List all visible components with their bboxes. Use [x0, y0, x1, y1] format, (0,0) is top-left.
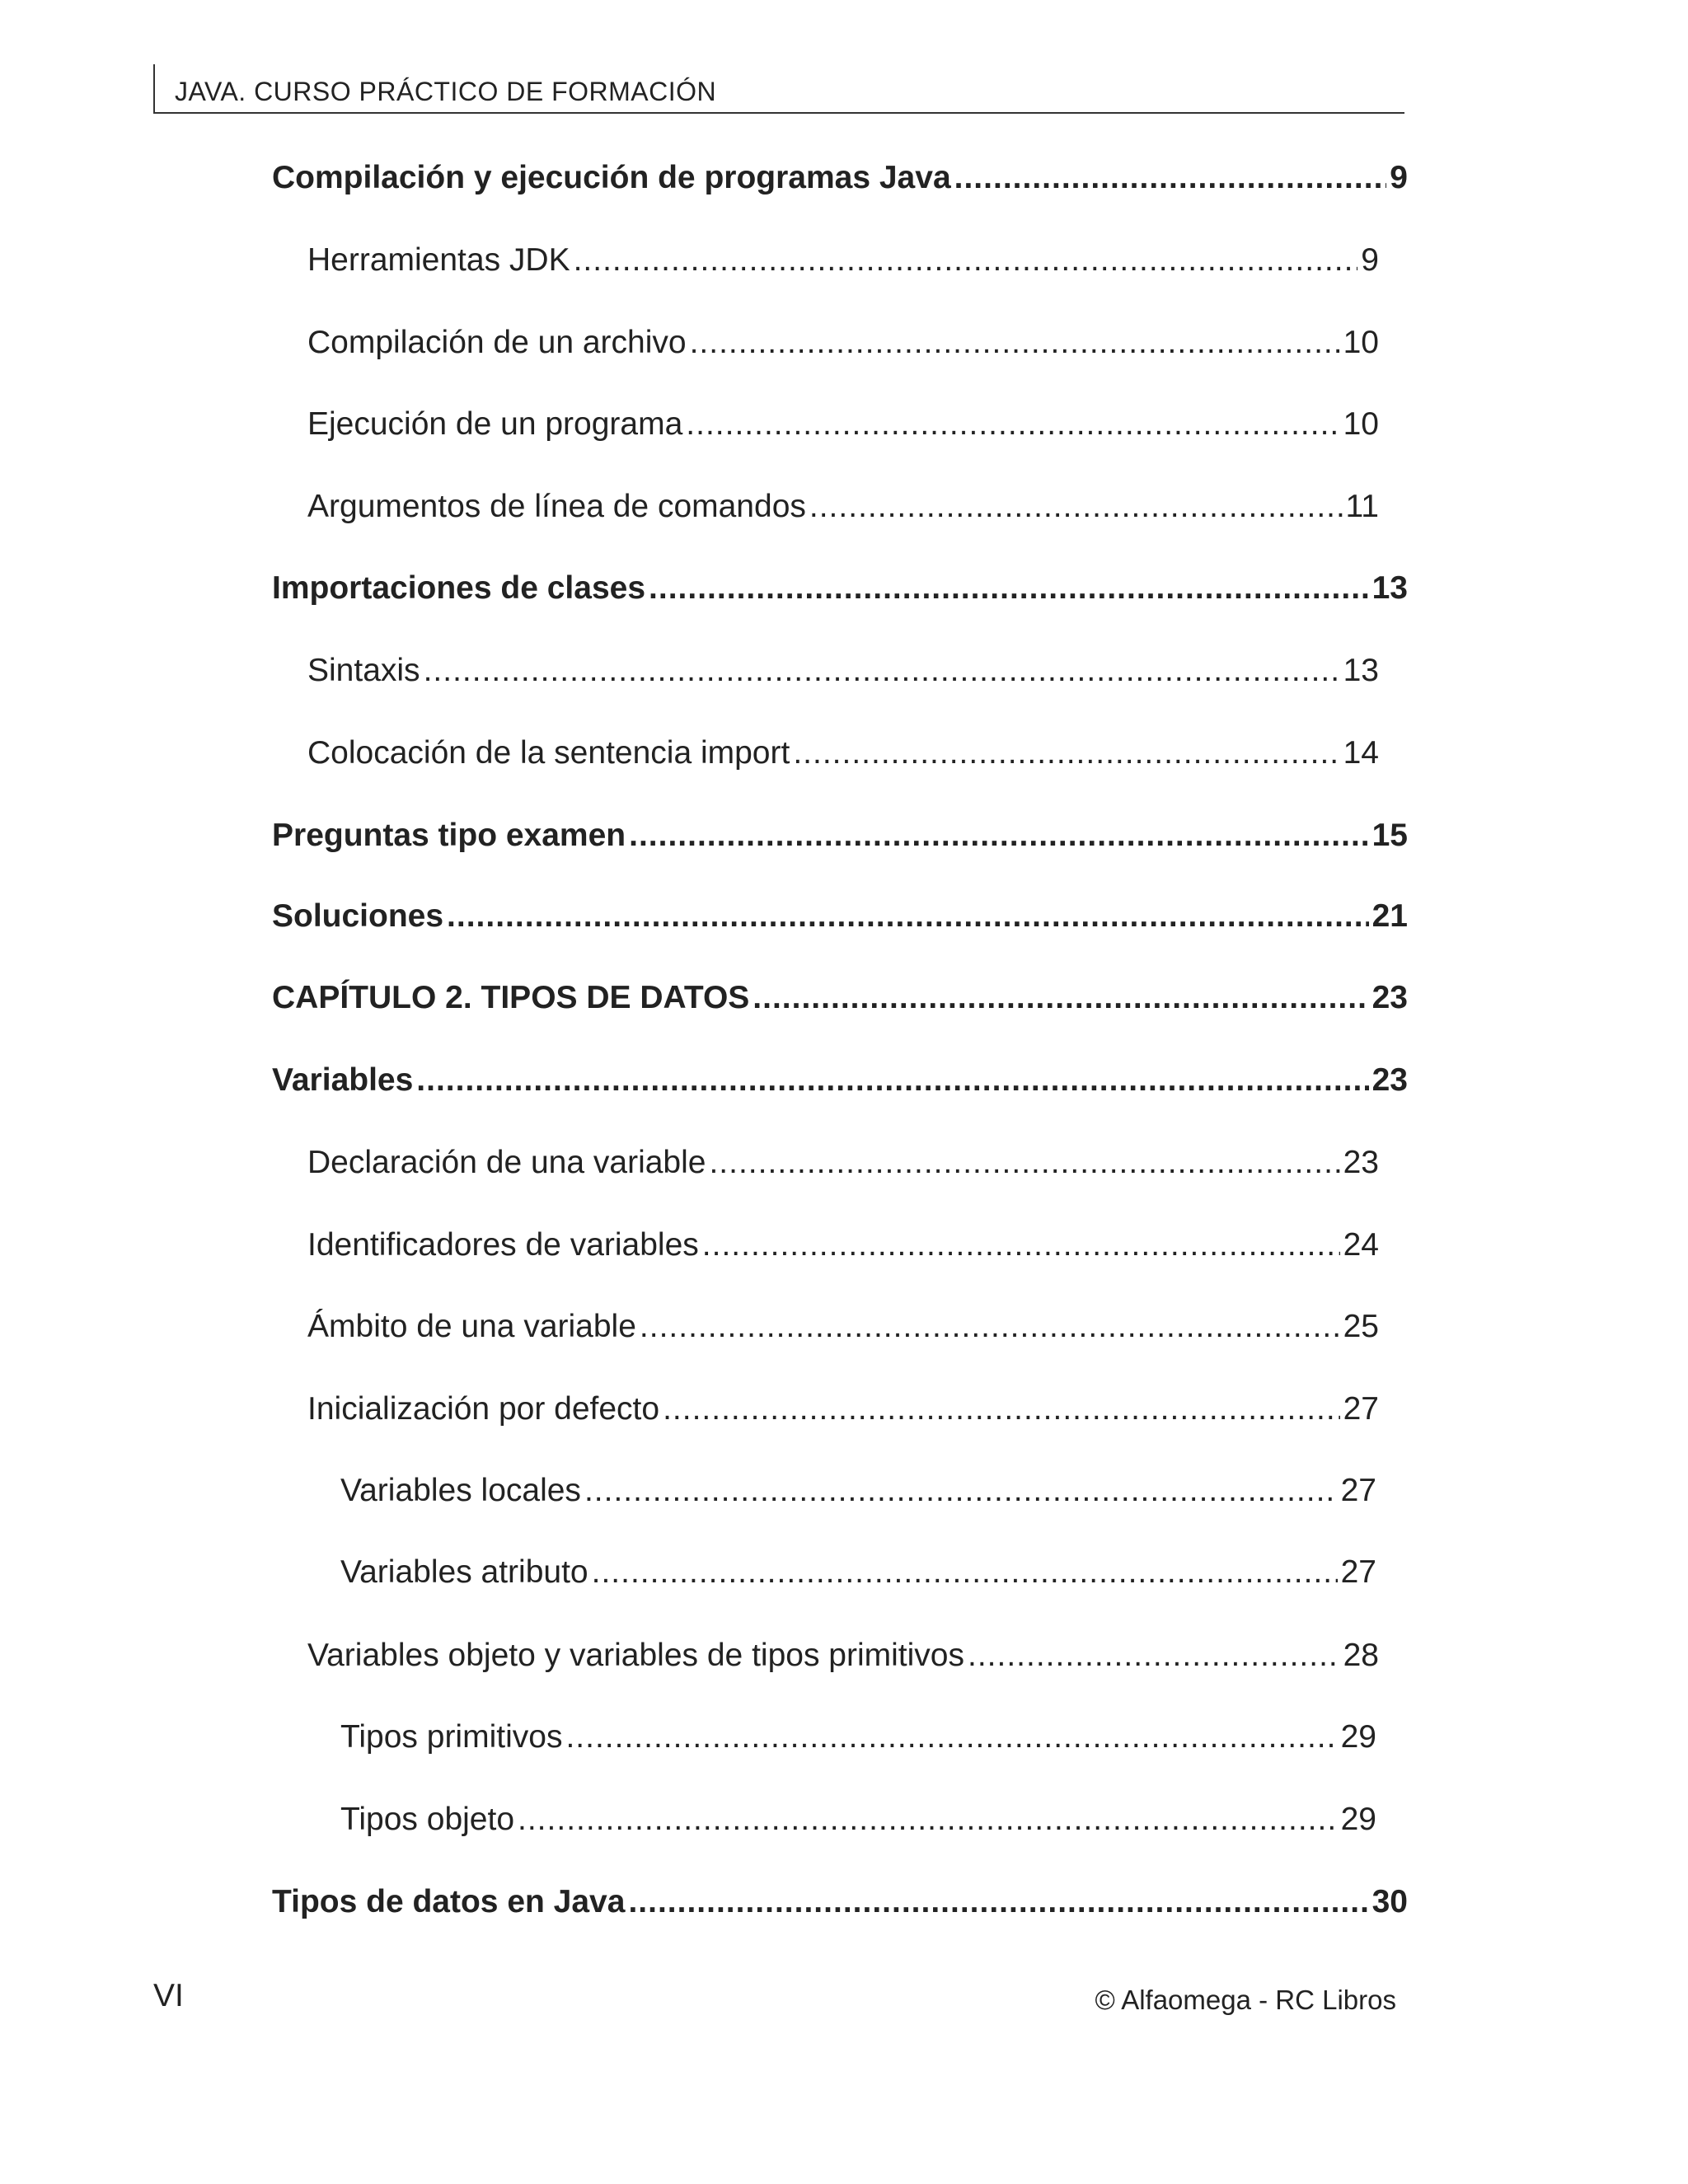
running-header [153, 64, 1404, 114]
toc-entry-page: 23 [1343, 1145, 1379, 1180]
page-number: VI [153, 1978, 184, 2013]
toc-entry[interactable] [307, 401, 1379, 448]
toc-entry-title: Inicialización por defecto [307, 1391, 660, 1427]
dot-leader [584, 1468, 1338, 1514]
toc-entry[interactable] [340, 1468, 1376, 1514]
toc-entry[interactable] [272, 565, 1408, 612]
toc-entry-title: Variables objeto y variables de tipos primitivos [307, 1638, 964, 1673]
toc-entry-page: 29 [1340, 1802, 1376, 1837]
toc-entry-title: Tipos de datos en Java [272, 1884, 626, 1919]
dot-leader [592, 1549, 1338, 1596]
toc-entry-title: Sintaxis [307, 653, 420, 688]
dot-leader [640, 1304, 1340, 1350]
dot-leader [518, 1797, 1338, 1843]
toc-entry-page: 24 [1343, 1227, 1379, 1263]
dot-leader [629, 813, 1368, 859]
toc-entry-title: Variables atributo [340, 1554, 588, 1590]
toc-entry-page: 9 [1361, 242, 1379, 278]
dot-leader [753, 975, 1368, 1021]
toc-entry-title: Argumentos de línea de comandos [307, 489, 806, 524]
toc-entry-title: Ámbito de una variable [307, 1309, 636, 1344]
toc-entry-page: 28 [1343, 1638, 1379, 1673]
toc-entry-title: CAPÍTULO 2. TIPOS DE DATOS [272, 980, 750, 1015]
toc-entry-page: 15 [1372, 818, 1408, 853]
toc-entry-title: Importaciones de clases [272, 570, 646, 606]
toc-entry-title: Preguntas tipo examen [272, 818, 626, 853]
toc-entry-title: Herramientas JDK [307, 242, 570, 278]
toc-entry[interactable] [307, 237, 1379, 284]
toc-entry-title: Compilación de un archivo [307, 325, 687, 360]
toc-entry[interactable] [307, 730, 1379, 776]
toc-entry-page: 27 [1340, 1554, 1376, 1590]
toc-entry[interactable] [272, 893, 1408, 940]
dot-leader [793, 730, 1339, 776]
dot-leader [574, 237, 1358, 284]
toc-entry-page: 27 [1343, 1391, 1379, 1427]
toc-entry-title: Soluciones [272, 898, 444, 934]
toc-entry-page: 29 [1340, 1719, 1376, 1755]
dot-leader [690, 320, 1340, 366]
toc-entry[interactable] [307, 320, 1379, 366]
toc-entry-page: 27 [1340, 1473, 1376, 1508]
toc-entry[interactable] [272, 1879, 1408, 1925]
toc-entry-page: 11 [1345, 489, 1379, 524]
toc-entry[interactable] [340, 1797, 1376, 1843]
toc-entry-page: 13 [1372, 570, 1408, 606]
dot-leader [565, 1714, 1337, 1760]
toc-entry[interactable] [340, 1714, 1376, 1760]
toc-entry[interactable] [307, 484, 1379, 530]
toc-entry[interactable] [272, 1057, 1408, 1104]
toc-entry[interactable] [307, 1140, 1379, 1186]
dot-leader [663, 1386, 1340, 1432]
toc-entry[interactable] [307, 1222, 1379, 1268]
dot-leader [649, 565, 1369, 612]
toc-entry-page: 10 [1343, 406, 1379, 442]
toc-entry[interactable] [272, 155, 1408, 201]
toc-entry[interactable] [272, 975, 1408, 1021]
toc-entry-title: Ejecución de un programa [307, 406, 683, 442]
toc-entry[interactable] [307, 1633, 1379, 1679]
toc-entry[interactable] [272, 813, 1408, 859]
toc-entry-title: Colocación de la sentencia import [307, 735, 790, 771]
toc-entry[interactable] [307, 1304, 1379, 1350]
toc-entry-page: 10 [1343, 325, 1379, 360]
toc-entry-page: 23 [1372, 980, 1408, 1015]
toc-entry-page: 25 [1343, 1309, 1379, 1344]
dot-leader [709, 1140, 1339, 1186]
toc-entry-title: Tipos primitivos [340, 1719, 563, 1755]
running-title: JAVA. CURSO PRÁCTICO DE FORMACIÓN [175, 77, 717, 106]
dot-leader [686, 401, 1339, 448]
dot-leader [416, 1057, 1368, 1104]
dot-leader [702, 1222, 1340, 1268]
toc-entry[interactable] [307, 1386, 1379, 1432]
dot-leader [968, 1633, 1340, 1679]
toc-entry-title: Identificadores de variables [307, 1227, 699, 1263]
dot-leader [628, 1879, 1368, 1925]
toc-entry-title: Compilación y ejecución de programas Java [272, 160, 951, 195]
toc-entry-page: 9 [1390, 160, 1408, 195]
toc-entry-page: 13 [1343, 653, 1379, 688]
toc-entry-page: 30 [1372, 1884, 1408, 1919]
copyright-notice: © Alfaomega - RC Libros [1095, 1985, 1396, 2015]
toc-entry-page: 14 [1343, 735, 1379, 771]
dot-leader [809, 484, 1343, 530]
toc-entry-title: Declaración de una variable [307, 1145, 706, 1180]
toc-entry-title: Variables locales [340, 1473, 581, 1508]
dot-leader [954, 155, 1387, 201]
dot-leader [424, 648, 1340, 694]
dot-leader [447, 893, 1369, 940]
toc-entry-page: 21 [1372, 898, 1408, 934]
toc-entry-title: Variables [272, 1062, 414, 1098]
toc-entry-title: Tipos objeto [340, 1802, 515, 1837]
toc-entry[interactable] [307, 648, 1379, 694]
toc-entry[interactable] [340, 1549, 1376, 1596]
toc-entry-page: 23 [1372, 1062, 1408, 1098]
